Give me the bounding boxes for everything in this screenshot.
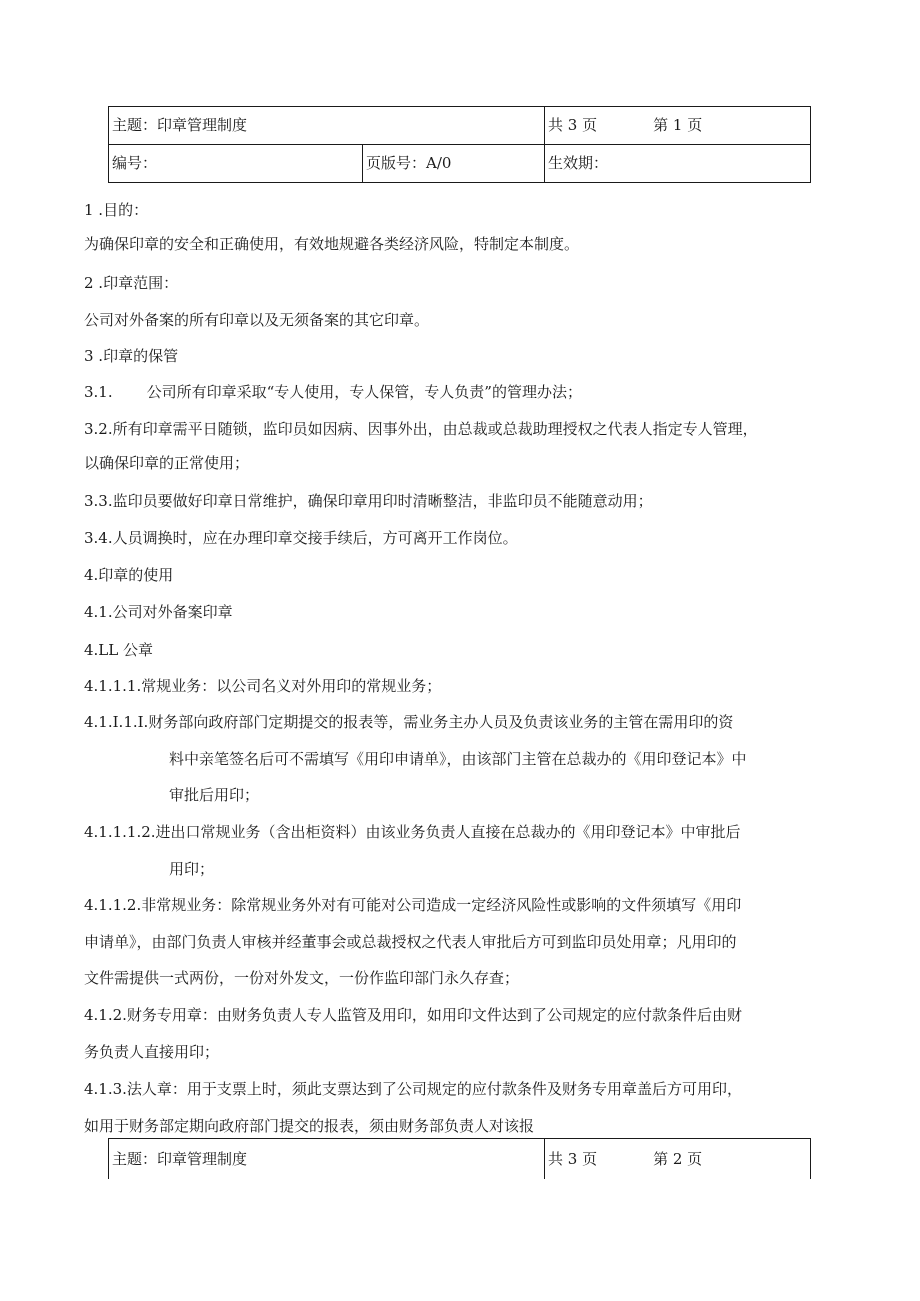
- header-subject: 主题：印章管理制度: [109, 107, 545, 145]
- header-pagination: [545, 107, 811, 145]
- header-pagination: [545, 1139, 811, 1180]
- section-heading-custody: 3 .印章的保管: [84, 347, 179, 365]
- clause-continuation: 料中亲笔签名后可不需填写《用印申请单》，由该部门主管在总裁办的《用印登记本》中: [169, 750, 747, 768]
- document-header-table: [108, 106, 811, 183]
- next-page-header-table: [108, 1138, 811, 1179]
- clause-continuation: 务负责人直接用印；: [84, 1043, 220, 1061]
- clause-continuation: 审批后用印；: [169, 786, 260, 804]
- header-effective-date: 生效期：: [545, 145, 811, 183]
- section-heading-purpose: 1 .目的：: [84, 201, 149, 219]
- clause-number: 3.1.: [84, 383, 113, 401]
- header-version: 页版号：A/0: [363, 145, 545, 183]
- clause-continuation: 用印；: [169, 860, 215, 878]
- clause-3-2: 3.2.所有印章需平日随锁，监印员如因病、因事外出，由总裁或总裁助理授权之代表人指定专人管理，: [84, 420, 758, 438]
- clause-4-1-1-2: 4.1.1.2.非常规业务：除常规业务外对有可能对公司造成一定经济风险性或影响的文件须填写《用印: [84, 896, 742, 914]
- paragraph: 为确保印章的安全和正确使用，有效地规避各类经济风险，特制定本制度。: [84, 235, 580, 253]
- clause-4-1-2: 4.1.2.财务专用章：由财务负责人专人监管及用印，如用印文件达到了公司规定的应付款条件后由财: [84, 1006, 742, 1024]
- section-heading-usage: 4.印章的使用: [84, 566, 174, 584]
- clause-4-1-1: 4.LL 公章: [84, 641, 154, 659]
- clause-4-1-3: 4.1.3.法人章：用于支票上时，须此支票达到了公司规定的应付款条件及财务专用章盖后方可用印，: [84, 1080, 742, 1098]
- clause-continuation: 如用于财务部定期向政府部门提交的报表，须由财务部负责人对该报: [84, 1117, 535, 1135]
- clause-3-3: 3.3.监印员要做好印章日常维护，确保印章用印时清晰整洁，非监印员不能随意动用；: [84, 492, 653, 510]
- clause-continuation: 申请单》，由部门负责人审核并经董事会或总裁授权之代表人审批后方可到监印员处用章；凡用印的: [84, 933, 737, 951]
- clause-4-1-1-1-2: 4.1.1.1.2.进出口常规业务（含出柜资料）由该业务负责人直接在总裁办的《用印登记本》中审批后: [84, 823, 741, 841]
- header-total-pages: 共 3 页: [548, 1150, 598, 1168]
- header-doc-number: 编号：: [109, 145, 363, 183]
- clause-3-1: [84, 381, 582, 402]
- section-heading-scope: 2 .印章范围：: [84, 274, 179, 292]
- paragraph: 公司对外备案的所有印章以及无须备案的其它印章。: [84, 311, 430, 329]
- clause-text: 公司所有印章采取“专人使用，专人保管，专人负责”的管理办法；: [146, 383, 582, 401]
- clause-4-1: 4.1.公司对外备案印章: [84, 603, 233, 621]
- header-subject: 主题：印章管理制度: [109, 1139, 545, 1180]
- header-page-number: 第 2 页: [653, 1150, 703, 1168]
- clause-continuation: 以确保印章的正常使用；: [84, 454, 250, 472]
- header-total-pages: 共 3 页: [548, 116, 598, 134]
- clause-4-1-1-1-1: 4.1.I.1.I.财务部向政府部门定期提交的报表等，需业务主办人员及负责该业务的主管在需用印的资: [84, 713, 734, 731]
- clause-continuation: 文件需提供一式两份，一份对外发文，一份作监印部门永久存查；: [84, 969, 520, 987]
- header-page-number: 第 1 页: [653, 116, 703, 134]
- clause-4-1-1-1: 4.1.1.1.常规业务：以公司名义对外用印的常规业务；: [84, 677, 442, 695]
- clause-3-4: 3.4.人员调换时，应在办理印章交接手续后，方可离开工作岗位。: [84, 529, 518, 547]
